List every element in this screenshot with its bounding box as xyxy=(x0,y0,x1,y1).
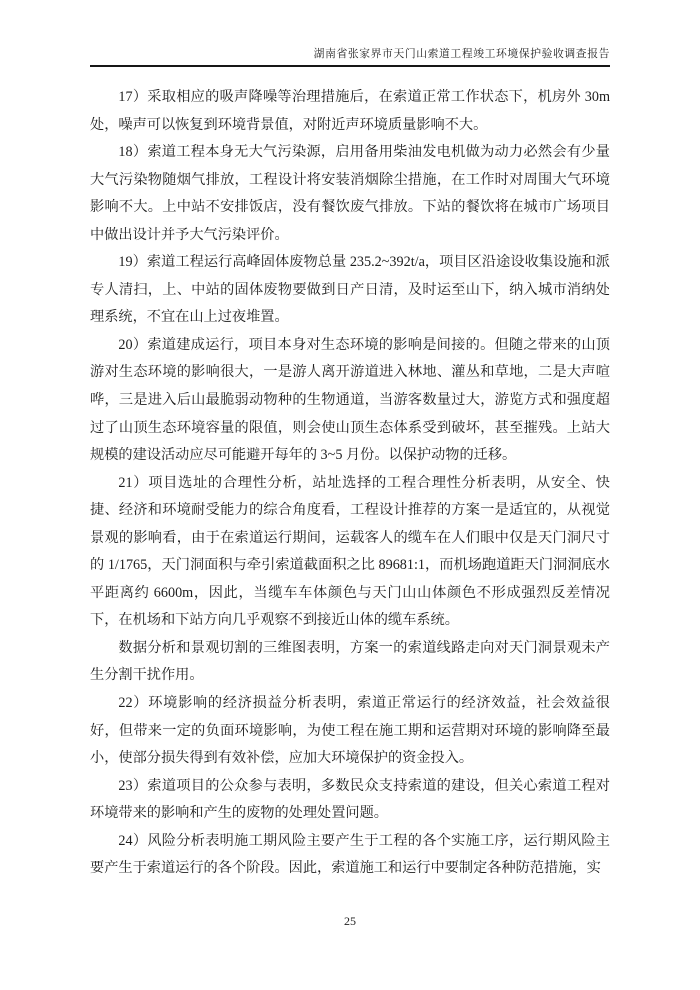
paragraph-20: 20）索道建成运行，项目本身对生态环境的影响是间接的。但随之带来的山顶游对生态环境的影响很大，一是游人离开游道进入林地、灌丛和草地，二是大声喧哗，三是进入后山最脆弱动物种的生物通道，当游客数量过大，游览方式和强度超过了山顶生态环境容量的限值，则会使山顶生态体系受到破坏，甚至摧残。上站大规模的建设活动应尽可能避开每年的 3~5 月份。以保护动物的迁移。 xyxy=(90,336,610,464)
page-number: 25 xyxy=(344,914,356,928)
paragraph-18: 18）索道工程本身无大气污染源，启用备用柴油发电机做为动力必然会有少量大气污染物随烟气排放，工程设计将安装消烟除尘措施，在工作时对周围大气环境影响不大。上中站不安排饭店，没有餐饮废气排放。下站的餐饮将在城市广场项目中做出设计并予大气污染评价。 xyxy=(90,144,610,243)
page-footer xyxy=(0,912,700,930)
paragraph-21: 21）项目选址的合理性分析，站址选择的工程合理性分析表明，从安全、快捷、经济和环境耐受能力的综合角度看，工程设计推荐的方案一是适宜的，从视觉景观的影响看，由于在索道运行期间，运载客人的缆车在人们眼中仅是天门洞尺寸的 1/1765，天门洞面积与牵引索道截面积之比 89681:1，而机场跑道距天门洞洞底水平距离约 6600m，因此，当缆车车体颜色与天门山山体颜色不形成强烈反差情况下，在机场和下站方向几乎观察不到接近山体的缆车系统。 xyxy=(90,474,610,629)
header-rule xyxy=(90,65,610,67)
paragraph-22: 22）环境影响的经济损益分析表明，索道正常运行的经济效益，社会效益很好，但带来一定的负面环境影响，为使工程在施工期和运营期对环境的影响降至最小，使部分损失得到有效补偿，应加大环境保护的资金投入。 xyxy=(90,695,610,767)
paragraph-19: 19）索道工程运行高峰固体废物总量 235.2~392t/a，项目区沿途设收集设施和派专人清扫，上、中站的固体废物要做到日产日清，及时运至山下，纳入城市消纳处理系统，不宜在山上过夜堆置。 xyxy=(90,254,610,326)
document-body xyxy=(90,84,610,883)
paragraph-21-note: 数据分析和景观切割的三维图表明，方案一的索道线路走向对天门洞景观未产生分割干扰作用。 xyxy=(90,639,610,684)
running-header-title: 湖南省张家界市天门山索道工程竣工环境保护验收调查报告 xyxy=(313,48,610,60)
paragraph-23: 23）索道项目的公众参与表明，多数民众支持索道的建设，但关心索道工程对环境带来的影响和产生的废物的处理处置问题。 xyxy=(90,777,610,822)
paragraph-24: 24）风险分析表明施工期风险主要产生于工程的各个实施工序，运行期风险主要产生于索道运行的各个阶段。因此，索道施工和运行中要制定各种防范措施，实 xyxy=(90,832,610,877)
paragraph-17: 17）采取相应的吸声降噪等治理措施后，在索道正常工作状态下，机房外 30m 处，噪声可以恢复到环境背景值，对附近声环境质量影响不大。 xyxy=(90,89,610,133)
